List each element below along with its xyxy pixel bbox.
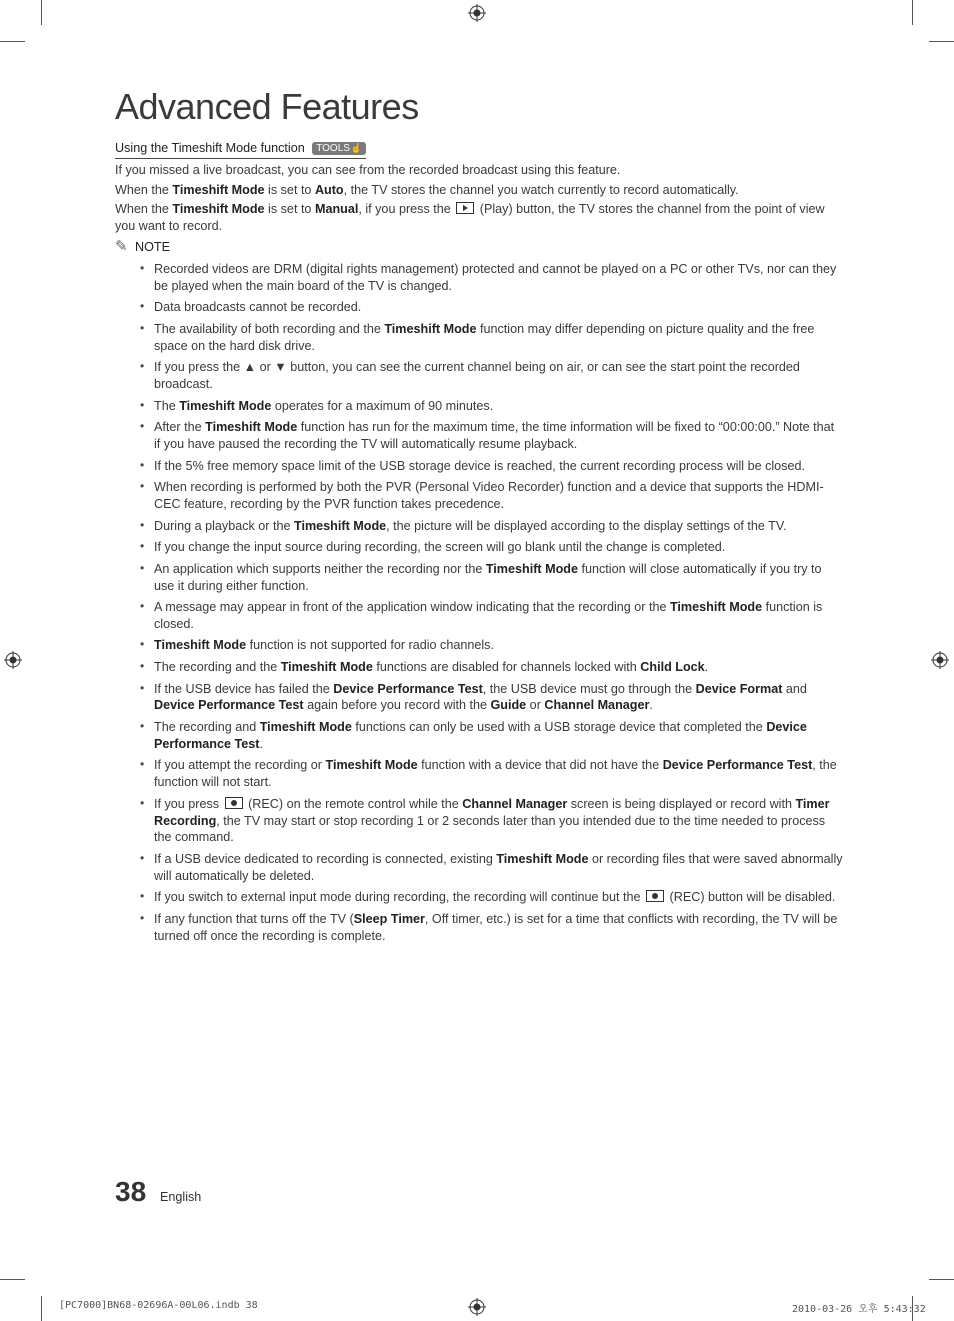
intro-paragraph: When the Timeshift Mode is set to Auto, the TV stores the channel you watch currently to record automatically. xyxy=(115,182,739,197)
registration-mark-icon xyxy=(931,651,949,669)
list-item: • If any function that turns off the TV (Sleep Timer, Off timer, etc.) is set for a time that conflicts with recording, the TV will be turned off once the recording is complete. xyxy=(154,911,843,945)
language-label: English xyxy=(160,1190,202,1204)
list-item: • During a playback or the Timeshift Mode, the picture will be displayed according to the display settings of the TV. xyxy=(154,518,843,535)
tools-hand-icon: ☝ xyxy=(350,143,363,153)
list-item: • If a USB device dedicated to recording is connected, existing Timeshift Mode or recording files that were saved abnormally will automatically be deleted. xyxy=(154,851,843,885)
crop-mark xyxy=(0,41,25,42)
registration-mark-icon xyxy=(468,1298,486,1316)
tools-badge-label: TOOLS xyxy=(316,143,350,154)
list-item: • Data broadcasts cannot be recorded. xyxy=(154,299,843,316)
list-item: • A message may appear in front of the application window indicating that the recording or the Timeshift Mode function is closed. xyxy=(154,599,843,633)
list-item: • The availability of both recording and the Timeshift Mode function may differ depending on picture quality and the free space on the hard disk drive. xyxy=(154,321,843,355)
section-heading xyxy=(115,140,366,159)
list-item: • The recording and the Timeshift Mode functions are disabled for channels locked with Child Lock. xyxy=(154,659,843,676)
registration-mark-icon xyxy=(468,4,486,22)
list-item: • If you change the input source during recording, the screen will go blank until the change is completed. xyxy=(154,539,843,556)
note-heading xyxy=(115,239,843,256)
pencil-icon: ✎ xyxy=(115,237,128,255)
intro-paragraph: If you missed a live broadcast, you can see from the recorded broadcast using this feature. xyxy=(115,162,621,177)
registration-mark-icon xyxy=(4,651,22,669)
crop-mark xyxy=(41,0,42,25)
list-item: • Timeshift Mode function is not supported for radio channels. xyxy=(154,637,843,654)
page-number: 38 xyxy=(115,1176,147,1207)
page-title: Advanced Features xyxy=(115,86,419,127)
list-item: • If the USB device has failed the Device Performance Test, the USB device must go through the Device Format and Device Performance Test again before you record with the Guide or Channel Manager. xyxy=(154,681,843,715)
rec-button-icon xyxy=(646,890,664,902)
print-slug-right: 2010-03-26 오후 5:43:32 xyxy=(792,1304,926,1315)
list-item: • Recorded videos are DRM (digital rights management) protected and cannot be played on a PC or other TVs, nor can they be played when the main board of the TV is changed. xyxy=(154,261,843,295)
list-item: • The recording and Timeshift Mode functions can only be used with a USB storage device that completed the Device Performance Test. xyxy=(154,719,843,753)
list-item: • If you press the ▲ or ▼ button, you can see the current channel being on air, or can see the start point the recorded broadcast. xyxy=(154,359,843,393)
section-heading-text: Using the Timeshift Mode function xyxy=(115,141,305,155)
list-item: • If you attempt the recording or Timeshift Mode function with a device that did not have the Device Performance Test, the function will not start. xyxy=(154,757,843,791)
list-item: • The Timeshift Mode operates for a maximum of 90 minutes. xyxy=(154,398,843,415)
crop-mark xyxy=(912,0,913,25)
play-button-icon xyxy=(456,202,474,214)
crop-mark xyxy=(929,41,954,42)
list-item: • If the 5% free memory space limit of the USB storage device is reached, the current recording process will be closed. xyxy=(154,458,843,475)
list-item: • If you press (REC) on the remote control while the Channel Manager screen is being displayed or record with Timer Recording, the TV may start or stop recording 1 or 2 seconds later than you intended due to the time needed to process the command. xyxy=(154,796,843,846)
list-item: • If you switch to external input mode during recording, the recording will continue but the (REC) button will be disabled. xyxy=(154,889,843,906)
list-item: • After the Timeshift Mode function has run for the maximum time, the time information will be fixed to “00:00:00.” Note that if you have paused the recording the TV will automatically resume playback. xyxy=(154,419,843,453)
crop-mark xyxy=(41,1296,42,1321)
content xyxy=(115,140,843,949)
intro-paragraph: When the Timeshift Mode is set to Manual, if you press the (Play) button, the TV stores the channel from the point of view you want to record. xyxy=(115,202,825,234)
crop-mark xyxy=(929,1279,954,1280)
print-slug-left: [PC7000]BN68-02696A-00L06.indb 38 xyxy=(59,1300,258,1311)
note-label: NOTE xyxy=(135,239,170,254)
crop-mark xyxy=(0,1279,25,1280)
note-list xyxy=(115,261,843,945)
rec-button-icon xyxy=(225,797,243,809)
list-item: • An application which supports neither the recording nor the Timeshift Mode function will close automatically if you try to use it during either function. xyxy=(154,561,843,595)
tools-badge xyxy=(312,142,366,155)
list-item: • When recording is performed by both the PVR (Personal Video Recorder) function and a device that supports the HDMI-CEC feature, recording by the PVR function takes precedence. xyxy=(154,479,843,513)
